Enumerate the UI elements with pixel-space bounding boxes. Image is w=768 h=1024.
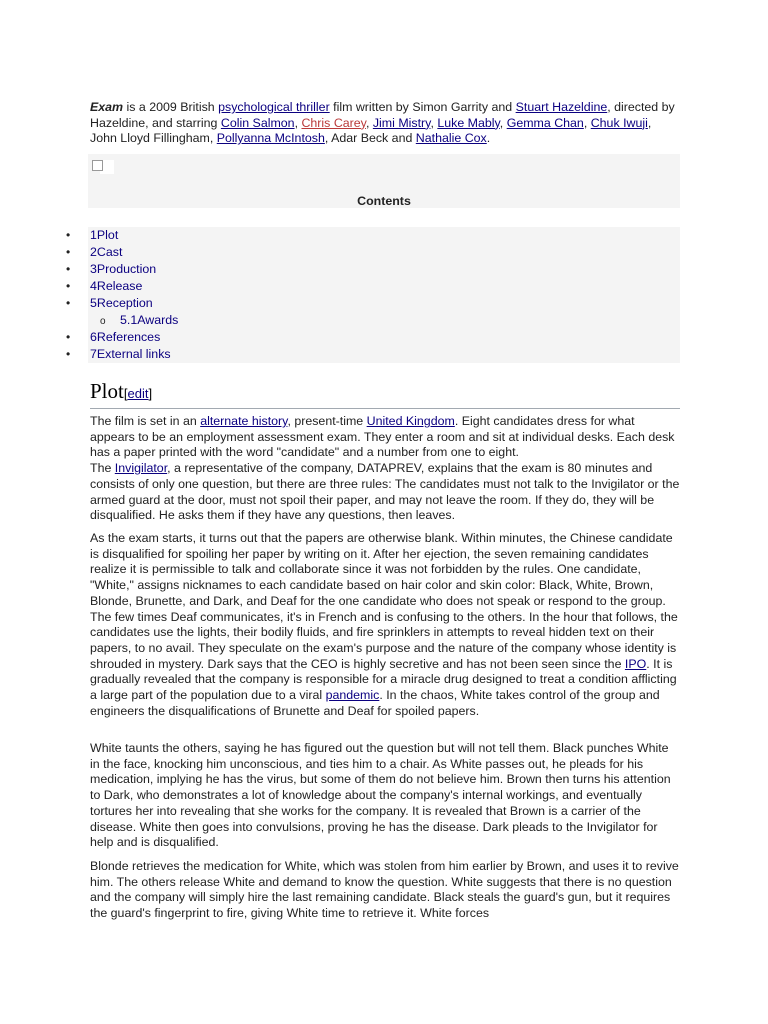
- toc-toggle-checkbox[interactable]: [92, 160, 103, 171]
- link-luke-mably[interactable]: Luke Mably: [437, 115, 500, 130]
- bullet: •: [66, 279, 71, 293]
- section-heading-plot: Plot[edit]: [90, 378, 680, 409]
- link-stuart-hazeldine[interactable]: Stuart Hazeldine: [515, 100, 608, 114]
- edit-section: [edit]: [123, 386, 153, 401]
- edit-link[interactable]: edit: [127, 386, 149, 401]
- bullet: •: [66, 347, 71, 361]
- link-chuk-iwuji[interactable]: Chuk Iwuji: [590, 115, 648, 130]
- toc-item-references[interactable]: [66, 330, 161, 347]
- plot-paragraph-4: Blonde retrieves the medication for White, which was stolen from him earlier by Brown, and uses it to revive him. The others release White and demand to know the question. White suggests that there is no question and the company will simply hire the last remaining candidate. Black steals the guard's gun, but it requires the guard's fingerprint to fire, giving White time to retrieve it. White forces: [90, 859, 679, 921]
- toc-link-release[interactable]: 4Release: [90, 279, 143, 293]
- link-gemma-chan[interactable]: Gemma Chan: [506, 115, 584, 130]
- toc-list: [88, 227, 680, 363]
- article-title: Exam: [90, 100, 124, 114]
- toc-link-plot[interactable]: 1Plot: [90, 228, 119, 242]
- toc-item-production[interactable]: [66, 262, 157, 279]
- toc-link-production[interactable]: 3Production: [90, 262, 157, 276]
- link-colin-salmon[interactable]: Colin Salmon: [220, 115, 295, 130]
- link-united-kingdom[interactable]: United Kingdom: [366, 414, 455, 428]
- link-alternate-history[interactable]: alternate history: [200, 414, 288, 428]
- bullet: •: [66, 330, 71, 344]
- toc-link-awards[interactable]: 5.1Awards: [120, 313, 179, 327]
- toc-item-external-links[interactable]: [66, 347, 171, 364]
- sub-bullet: o: [100, 316, 106, 327]
- link-jimi-mistry[interactable]: Jimi Mistry: [372, 115, 431, 130]
- toc-link-references[interactable]: 6References: [90, 330, 161, 344]
- bullet: •: [66, 262, 71, 276]
- plot-paragraph-2: As the exam starts, it turns out that the papers are otherwise blank. Within minutes, the Chinese candidate is disqualified for spoiling her paper by writing on it. After her ejection, the seven remaining candidates realize it is permissible to talk and collaborate since it was not forbidden by the rules. One candidate, "White," assigns nicknames to each candidate based on hair color and skin color: Black, White, Brown, Blonde, Brunette, and Dark, and Deaf for the one candidate who does not speak or respond to the group. The few times Deaf communicates, it's in French and is confusing to the others. In the hour that follows, the candidates use the lights, their bodily fluids, and fire sprinklers in attempts to reveal hidden text on their papers, to no avail. They speculate on the exam's purpose and the nature of the company whose identity is shrouded in mystery. Dark says that the CEO is highly secretive and has not been seen since the IPO. It is gradually revealed that the company is responsible for a miracle drug designed to treat a condition afflicting a large part of the population due to a viral pandemic. In the chaos, White takes control of the group and engineers the disqualifications of Brunette and Deaf for spoiled papers.: [90, 531, 678, 718]
- toc-item-plot[interactable]: [66, 228, 119, 245]
- toc-title: Contents: [357, 194, 411, 208]
- toc-link-external-links[interactable]: 7External links: [90, 347, 171, 361]
- link-pollyanna-mcintosh[interactable]: Pollyanna McIntosh: [216, 131, 325, 146]
- link-invigilator[interactable]: Invigilator: [114, 461, 168, 476]
- toc-item-cast[interactable]: [66, 245, 123, 262]
- toc-item-release[interactable]: [66, 279, 143, 296]
- link-psychological-thriller[interactable]: psychological thriller: [218, 100, 330, 114]
- bullet: •: [66, 296, 71, 310]
- intro-paragraph: Exam is a 2009 British psychological thriller film written by Simon Garrity and Stuart Hazeldine, directed by Hazeldine, and starring Colin Salmon, Chris Carey, Jimi Mistry, Luke Mably, Gemma Chan, Chuk Iwuji, John Lloyd Fillingham, Pollyanna McIntosh, Adar Beck and Nathalie Cox.: [90, 100, 675, 146]
- link-pandemic[interactable]: pandemic: [325, 688, 380, 703]
- toc-item-reception[interactable]: [66, 296, 153, 313]
- plot-paragraph-3: White taunts the others, saying he has figured out the question but will not tell them. Black punches White in the face, knocking him unconscious, and ties him to a chair. As White passes out, he pleads for his medication, implying he has the virus, but some of them do not believe him. Brown then turns his attention to Dark, who demonstrates a lot of knowledge about the company's internal workings, and eventually tortures her into revealing that she works for the company. It is revealed that Brown is a carrier of the disease. White then goes into convulsions, proving he has the disease. Dark pleads to the Invigilator for help and is disqualified.: [90, 741, 671, 850]
- toc-item-awards[interactable]: [100, 313, 179, 330]
- bullet: •: [66, 228, 71, 242]
- bullet: •: [66, 245, 71, 259]
- toc-link-cast[interactable]: 2Cast: [90, 245, 123, 259]
- toc-link-reception[interactable]: 5Reception: [90, 296, 153, 310]
- plot-paragraph-1: The film is set in an alternate history, present-time United Kingdom. Eight candidates dress for what appears to be an employment assessment exam. They enter a room and sit at individual desks. Each desk has a paper printed with the word "candidate" and a number from one to eight. The Invigilator, a representative of the company, DATAPREV, explains that the exam is 80 minutes and consists of only one question, but there are three rules: The candidates must not talk to the Invigilator or the armed guard at the door, must not spoil their paper, and may not leave the room. If they do, they will be disqualified. He asks them if they have any questions, then leaves.: [90, 414, 680, 523]
- link-chris-carey[interactable]: Chris Carey: [301, 115, 366, 130]
- link-ipo[interactable]: IPO: [624, 656, 647, 671]
- link-nathalie-cox[interactable]: Nathalie Cox: [415, 131, 487, 146]
